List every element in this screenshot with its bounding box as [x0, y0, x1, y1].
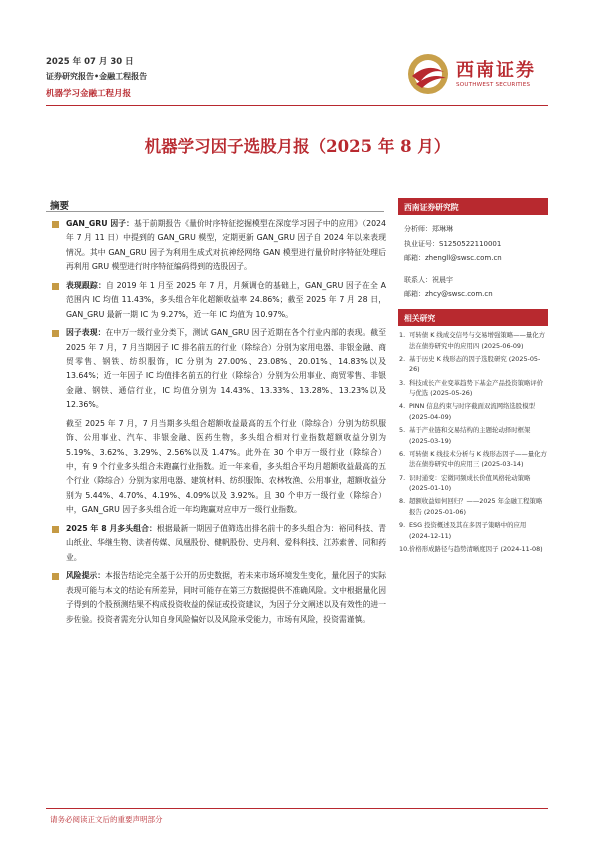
- analyst-info: [398, 215, 548, 302]
- item-text: ESG 投资概述及其在多因子策略中的应用 (2024-12-11): [409, 521, 527, 540]
- paragraph-text: 本报告结论完全基于公开的历史数据，若未来市场环境发生变化，量化因子的实际表现可能与本文的结论有所差异，同时可能存在第三方数据提供不准确风险。文中根据量化因子得到的个股预测结果不构成投资收益的保证或投资建议，为因子分文阐述以及有效性的进一步佐验。投资者需充分认知自身风险偏好以及风险承受能力，市场有风险，投资需谨慎。: [66, 571, 387, 624]
- item-number: 6.: [399, 449, 406, 458]
- report-type: 证券研究报告•金融工程报告: [46, 72, 148, 81]
- related-research-item[interactable]: [398, 330, 548, 351]
- abstract-body: [52, 217, 386, 631]
- item-text: 可转债 K 线技术分析与 K 线形态因子——量化方法在债券研究中的应用三 (2025-03-14): [409, 449, 547, 469]
- analyst-label: 分析师：: [404, 225, 432, 233]
- related-research-item[interactable]: [398, 520, 548, 541]
- paragraph-text: 截至 2025 年 7 月，7 月当期多头组合超额收益最高的五个行业（除综合）分别为纺织服饰、公用事业、汽车、非银金融、医药生物，多头组合相对行业指数超额收益分别为 5.19%、3.62%、3.29%、2.56%以及 1.47%。此外在 30 个申万一级行业（除综合）中，有 9 个行业多头组合未跑赢行业指数。近一年来看，多头组合平均月超额收益最高的五个行业（除综合）分别为家用电器、建筑材料、纺织服饰、农林牧渔、公用事业，超额收益分别为 5.44%、4.70%、4.19%、4.09%以及 3.92%。且 30 个申万一级行业（除综合）中，GAN_GRU 因子多头组合近一年均跑赢对应申万一级行业指数。: [66, 418, 386, 515]
- related-research-item[interactable]: [398, 496, 548, 517]
- footer-divider: [46, 808, 548, 809]
- paragraph-lead: 因子表现：: [66, 328, 106, 338]
- related-research-item[interactable]: [398, 401, 548, 422]
- email-label: 邮箱：: [404, 254, 425, 263]
- abstract-paragraph: [52, 417, 386, 518]
- license-number: S1250522110001: [439, 239, 502, 248]
- report-date: 2025 年 07 月 30 日: [46, 57, 134, 67]
- abstract-divider: [46, 211, 384, 212]
- bullet-icon: [52, 330, 59, 337]
- item-text: 基于产业链和交易结构的主题轮动择时框架 (2025-03-19): [409, 426, 531, 445]
- abstract-paragraph: [52, 569, 386, 627]
- related-research-item[interactable]: [398, 425, 548, 446]
- email-label: 邮箱：: [404, 290, 425, 299]
- item-text: 可转债 K 线成交信号与交易增强策略——量化方法在债券研究中的应用四 (2025-06-09): [409, 330, 546, 350]
- abstract-paragraph: [52, 217, 386, 275]
- logo-mark-icon: [406, 52, 450, 96]
- abstract-paragraph: [52, 522, 386, 565]
- license-row: [404, 237, 542, 252]
- paragraph-lead: GAN_GRU 因子：: [66, 219, 134, 228]
- item-text: 超额收益如何回归？——2025 年金融工程策略报告 (2025-01-06): [409, 497, 543, 517]
- item-number: 7.: [399, 473, 406, 482]
- item-text: 价格形成路径与趋势清晰度因子 (2024-11-08): [409, 545, 543, 553]
- item-number: 4.: [399, 402, 406, 411]
- paragraph-lead: 风险提示：: [66, 571, 106, 581]
- contact-name: 祝晨宇: [432, 275, 453, 284]
- paragraph-text: 在中万一级行业分类下，测试 GAN_GRU 因子近期在各个行业内部的表现。截至 2025 年 7 月，7 月当期因子 IC 排名前五的行业（除综合）分别为家用电器、非银金融、商贸零售、钢铁、纺织服饰，IC 分别为 27.00%、23.08%、20.01%、14.83%以及 13.64%；近一年因子 IC 均值排名前五的行业（除综合）分别为公用事业、商贸零售、非银金融、钢铁、通信行业，IC 均值分别为 14.43%、13.33%、13.28%、13.23%以及 12.36%。: [66, 328, 387, 410]
- item-text: 识时通变：宏微同频成长价值风格轮动策略 (2025-01-10): [409, 473, 531, 493]
- analyst-name: 郑琳琳: [432, 225, 453, 233]
- paragraph-lead: 2025 年 8 月多头组合：: [66, 523, 157, 533]
- abstract-paragraph: [52, 326, 386, 412]
- contact-email-link[interactable]: zhcy@swsc.com.cn: [425, 290, 493, 299]
- related-research-list: [398, 326, 548, 555]
- related-heading: 相关研究: [398, 309, 548, 326]
- analyst-email-row: [404, 251, 542, 266]
- paragraph-text: 根据最新一期因子值筛选出排名前十的多头组合为：裕同科技、青山纸业、华继生物、读者传媒、凤凰股份、健帆股份、史丹利、爱科科技、江苏索普、同和药业。: [66, 523, 386, 562]
- institute-heading: 西南证券研究院: [398, 198, 548, 215]
- item-text: PINN 信息约束与时序截面双流网络选股模型 (2025-04-09): [409, 402, 535, 421]
- analyst-row: [404, 222, 542, 237]
- paragraph-text: 自 2019 年 1 月至 2025 年 7 月，月频调仓的基础上，GAN_GRU 因子在全 A 范围内 IC 均值 11.43%，多头组合年化超额收益率 24.86%；截至 2025 年 7 月 28 日，GAN_GRU 最新一期 IC 为 9.27%，近一年 IC 均值为 10.97%。: [66, 280, 386, 319]
- item-number: 5.: [399, 426, 406, 435]
- related-research-item[interactable]: [398, 354, 548, 375]
- item-number: 10.: [399, 545, 410, 553]
- bullet-icon: [52, 283, 59, 290]
- bullet-icon: [52, 526, 59, 533]
- item-number: 9.: [399, 521, 406, 530]
- header-divider: [46, 105, 548, 106]
- bullet-icon: [52, 221, 59, 228]
- item-text: 科技成长产业变革趋势下基金产品投资策略评价与优选 (2025-05-26): [409, 378, 544, 398]
- related-research-item[interactable]: [398, 378, 548, 399]
- sidebar: [398, 198, 548, 557]
- logo-name-cn: 西南证券: [456, 60, 536, 81]
- related-research-item[interactable]: [398, 473, 548, 494]
- paragraph-text: 基于前期报告《量价时序特征挖掘模型在深度学习因子中的应用》（2024 年 7 月 11 日）中提到的 GAN_GRU 模型，定期更新 GAN_GRU 因子自 2024 年以来表现情况。其中 GAN_GRU 因子为利用生成式对抗神经网络 GAN 模型进行量价时序特征处理后再利用 GRU 模型进行时序特征编码得到的选股因子。: [66, 219, 386, 272]
- related-research-item[interactable]: [398, 544, 548, 555]
- related-research-item[interactable]: [398, 449, 548, 470]
- item-text: 基于历史 K 线形态的因子选股研究 (2025-05-26): [409, 354, 541, 374]
- company-logo: [406, 50, 556, 98]
- page-title: 机器学习因子选股月报（2025 年 8 月）: [144, 137, 451, 156]
- license-label: 执业证号：: [404, 239, 439, 248]
- item-number: 3.: [399, 378, 406, 387]
- contact-row: [404, 273, 542, 288]
- item-number: 8.: [399, 497, 406, 506]
- contact-label: 联系人：: [404, 275, 432, 284]
- logo-name-en: SOUTHWEST SECURITIES: [456, 82, 531, 88]
- bullet-icon: [52, 573, 59, 580]
- contact-email-row: [404, 287, 542, 302]
- paragraph-lead: 表现跟踪：: [66, 280, 106, 290]
- item-number: 2.: [399, 354, 406, 363]
- item-number: 1.: [399, 330, 406, 339]
- abstract-paragraph: [52, 279, 386, 322]
- report-series: 机器学习金融工程月报: [46, 89, 132, 99]
- abstract-heading: 摘要: [50, 201, 70, 212]
- footer-disclaimer: 请务必阅读正文后的重要声明部分: [50, 815, 163, 824]
- analyst-email-link[interactable]: zhengll@swsc.com.cn: [425, 254, 502, 263]
